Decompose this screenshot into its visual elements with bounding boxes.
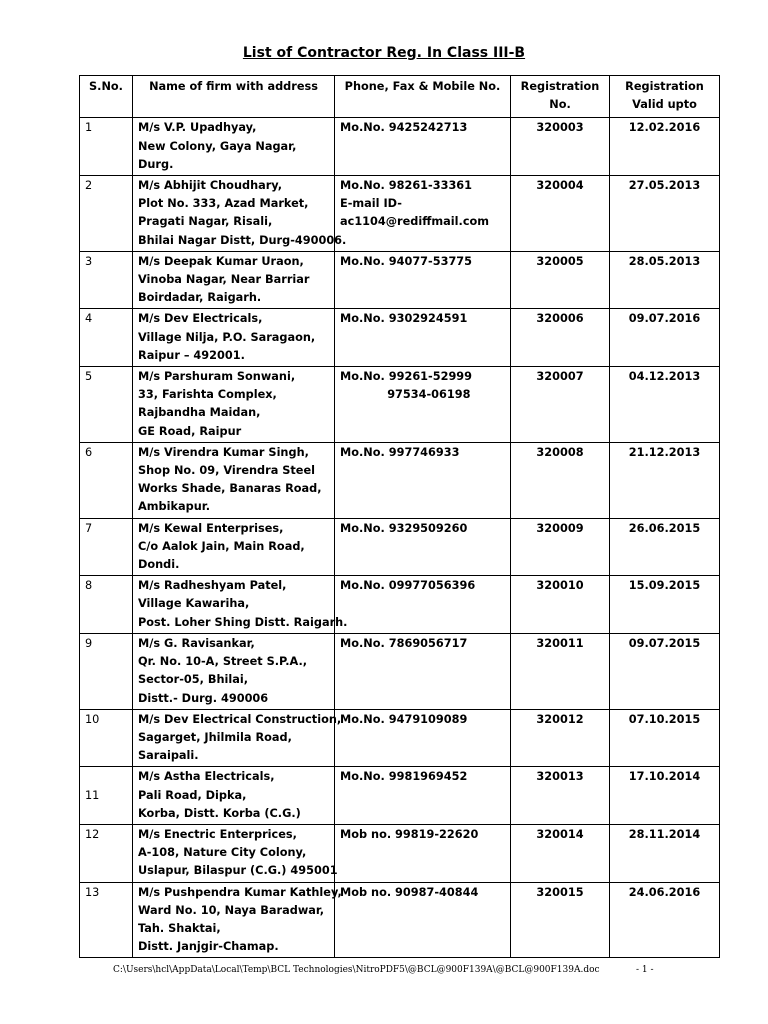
row-phone: Mob no. 99819-22620 — [335, 824, 511, 882]
row-valid-upto: 09.07.2015 — [610, 633, 720, 709]
table-row — [80, 367, 720, 443]
row-registration-no: 320006 — [511, 309, 610, 367]
row-phone: Mo.No. 7869056717 — [335, 633, 511, 709]
row-firm-address — [133, 518, 335, 576]
firm-address-line: M/s Kewal Enterprises, — [138, 521, 284, 535]
document-title: List of Contractor Reg. In Class III-B — [242, 45, 526, 61]
table-row — [80, 709, 720, 767]
header-valid: Registration Valid upto — [610, 76, 720, 118]
table-row — [80, 118, 720, 176]
row-firm-address — [133, 633, 335, 709]
row-phone: Mo.No. 99261-52999 97534-06198 — [335, 367, 511, 443]
table-row — [80, 442, 720, 518]
row-phone: Mo.No. 9302924591 — [335, 309, 511, 367]
row-sno: 1 — [80, 118, 133, 176]
firm-address-line: Uslapur, Bilaspur (C.G.) 495001 — [138, 864, 338, 878]
firm-address-line: Bhilai Nagar Distt, Durg-490006. — [138, 233, 347, 247]
firm-address-line: Distt. Janjgir-Chamap. — [138, 940, 279, 954]
row-valid-upto: 21.12.2013 — [610, 442, 720, 518]
row-phone: Mo.No. 98261-33361 E-mail ID- ac1104@rediffmail.com — [335, 176, 511, 252]
row-valid-upto: 17.10.2014 — [610, 767, 720, 825]
row-registration-no: 320008 — [511, 442, 610, 518]
row-registration-no: 320007 — [511, 367, 610, 443]
row-registration-no: 320011 — [511, 633, 610, 709]
row-sno: 7 — [80, 518, 133, 576]
firm-address-line: Ambikapur. — [138, 500, 210, 514]
row-firm-address — [133, 367, 335, 443]
row-valid-upto: 24.06.2016 — [610, 882, 720, 958]
firm-address-line: M/s Radheshyam Patel, — [138, 579, 287, 593]
firm-address-line: Sagarget, Jhilmila Road, — [138, 730, 292, 744]
firm-address-line: Saraipali. — [138, 749, 199, 763]
firm-address-line: 33, Farishta Complex, — [138, 388, 277, 402]
row-sno: 3 — [80, 251, 133, 309]
row-sno: 12 — [80, 824, 133, 882]
header-firm: Name of firm with address — [133, 76, 335, 118]
firm-address-line: M/s Virendra Kumar Singh, — [138, 445, 309, 459]
table-header-row — [80, 76, 720, 118]
header-phone: Phone, Fax & Mobile No. — [335, 76, 511, 118]
table-row — [80, 633, 720, 709]
firm-address-line: Korba, Distt. Korba (C.G.) — [138, 806, 301, 820]
table-row — [80, 309, 720, 367]
firm-address-line: Shop No. 09, Virendra Steel — [138, 464, 315, 478]
row-sno: 13 — [80, 882, 133, 958]
row-valid-upto: 28.11.2014 — [610, 824, 720, 882]
row-phone: Mo.No. 94077-53775 — [335, 251, 511, 309]
contractor-table — [79, 75, 720, 958]
row-registration-no: 320010 — [511, 576, 610, 634]
firm-address-line: Village Nilja, P.O. Saragaon, — [138, 330, 316, 344]
row-valid-upto: 12.02.2016 — [610, 118, 720, 176]
row-sno: 11 — [80, 767, 133, 825]
firm-address-line: Works Shade, Banaras Road, — [138, 482, 322, 496]
footer-file-path: C:\Users\hcl\AppData\Local\Temp\BCL Technologies\NitroPDF5\@BCL@900F139A\@BCL@900F139A.doc — [113, 965, 600, 975]
row-sno: 4 — [80, 309, 133, 367]
firm-address-line: Sector-05, Bhilai, — [138, 673, 249, 687]
firm-address-line: Vinoba Nagar, Near Barriar — [138, 273, 310, 287]
firm-address-line: Durg. — [138, 157, 174, 171]
firm-address-line: Rajbandha Maidan, — [138, 406, 261, 420]
firm-address-line: Pali Road, Dipka, — [138, 788, 247, 802]
row-firm-address — [133, 709, 342, 767]
row-firm-address — [133, 251, 335, 309]
table-row — [80, 576, 720, 634]
row-phone: Mo.No. 9479109089 — [335, 709, 511, 767]
firm-address-line: GE Road, Raipur — [138, 424, 242, 438]
firm-address-line: Distt.- Durg. 490006 — [138, 691, 269, 705]
row-phone: Mob no. 90987-40844 — [335, 882, 511, 958]
row-registration-no: 320009 — [511, 518, 610, 576]
header-regno: Registration No. — [511, 76, 610, 118]
row-sno: 10 — [80, 709, 133, 767]
firm-address-line: Village Kawariha, — [138, 597, 250, 611]
table-row — [80, 176, 720, 252]
table-row — [80, 824, 720, 882]
row-valid-upto: 28.05.2013 — [610, 251, 720, 309]
row-registration-no: 320013 — [511, 767, 610, 825]
firm-address-line: Pragati Nagar, Risali, — [138, 215, 273, 229]
row-registration-no: 320005 — [511, 251, 610, 309]
row-registration-no: 320004 — [511, 176, 610, 252]
row-sno: 6 — [80, 442, 133, 518]
firm-address-line: M/s Dev Electricals, — [138, 312, 263, 326]
row-valid-upto: 04.12.2013 — [610, 367, 720, 443]
table-row — [80, 882, 720, 958]
row-firm-address — [133, 824, 338, 882]
row-phone: Mo.No. 997746933 — [335, 442, 511, 518]
row-registration-no: 320014 — [511, 824, 610, 882]
firm-address-line: M/s Parshuram Sonwani, — [138, 370, 296, 384]
table-row — [80, 518, 720, 576]
firm-address-line: M/s Abhijit Choudhary, — [138, 179, 283, 193]
row-phone: Mo.No. 09977056396 — [335, 576, 511, 634]
firm-address-line: Dondi. — [138, 558, 180, 572]
row-valid-upto: 26.06.2015 — [610, 518, 720, 576]
row-firm-address — [133, 118, 335, 176]
firm-address-line: Plot No. 333, Azad Market, — [138, 197, 309, 211]
firm-address-line: Boirdadar, Raigarh. — [138, 291, 262, 305]
row-sno: 9 — [80, 633, 133, 709]
firm-address-line: A-108, Nature City Colony, — [138, 846, 307, 860]
firm-address-line: Ward No. 10, Naya Baradwar, — [138, 903, 325, 917]
row-phone: Mo.No. 9981969452 — [335, 767, 511, 825]
row-registration-no: 320012 — [511, 709, 610, 767]
firm-address-line: M/s G. Ravisankar, — [138, 636, 255, 650]
row-sno: 5 — [80, 367, 133, 443]
firm-address-line: Qr. No. 10-A, Street S.P.A., — [138, 655, 308, 669]
row-valid-upto: 27.05.2013 — [610, 176, 720, 252]
table-row — [80, 251, 720, 309]
firm-address-line: Tah. Shaktai, — [138, 921, 221, 935]
row-valid-upto: 09.07.2016 — [610, 309, 720, 367]
row-firm-address — [133, 176, 347, 252]
row-firm-address — [133, 442, 335, 518]
header-sno: S.No. — [80, 76, 133, 118]
row-valid-upto: 07.10.2015 — [610, 709, 720, 767]
firm-address-line: M/s Enectric Enterprices, — [138, 827, 297, 841]
row-firm-address — [133, 767, 335, 825]
row-firm-address — [133, 882, 342, 958]
firm-address-line: C/o Aalok Jain, Main Road, — [138, 539, 305, 553]
firm-address-line: M/s Dev Electrical Construction, — [138, 712, 342, 726]
firm-address-line: New Colony, Gaya Nagar, — [138, 139, 297, 153]
row-valid-upto: 15.09.2015 — [610, 576, 720, 634]
table-row — [80, 767, 720, 825]
firm-address-line: Raipur – 492001. — [138, 348, 245, 362]
row-phone: Mo.No. 9329509260 — [335, 518, 511, 576]
row-firm-address — [133, 309, 335, 367]
row-sno: 2 — [80, 176, 133, 252]
firm-address-line: M/s Astha Electricals, — [138, 770, 275, 784]
firm-address-line: Post. Loher Shing Distt. Raigarh. — [138, 615, 348, 629]
page-number: - 1 - — [636, 965, 654, 975]
row-sno: 8 — [80, 576, 133, 634]
firm-address-line: M/s V.P. Upadhyay, — [138, 121, 257, 135]
row-registration-no: 320015 — [511, 882, 610, 958]
firm-address-line: M/s Deepak Kumar Uraon, — [138, 254, 304, 268]
firm-address-line: M/s Pushpendra Kumar Kathley, — [138, 885, 342, 899]
row-firm-address — [133, 576, 348, 634]
row-phone: Mo.No. 9425242713 — [335, 118, 511, 176]
row-registration-no: 320003 — [511, 118, 610, 176]
